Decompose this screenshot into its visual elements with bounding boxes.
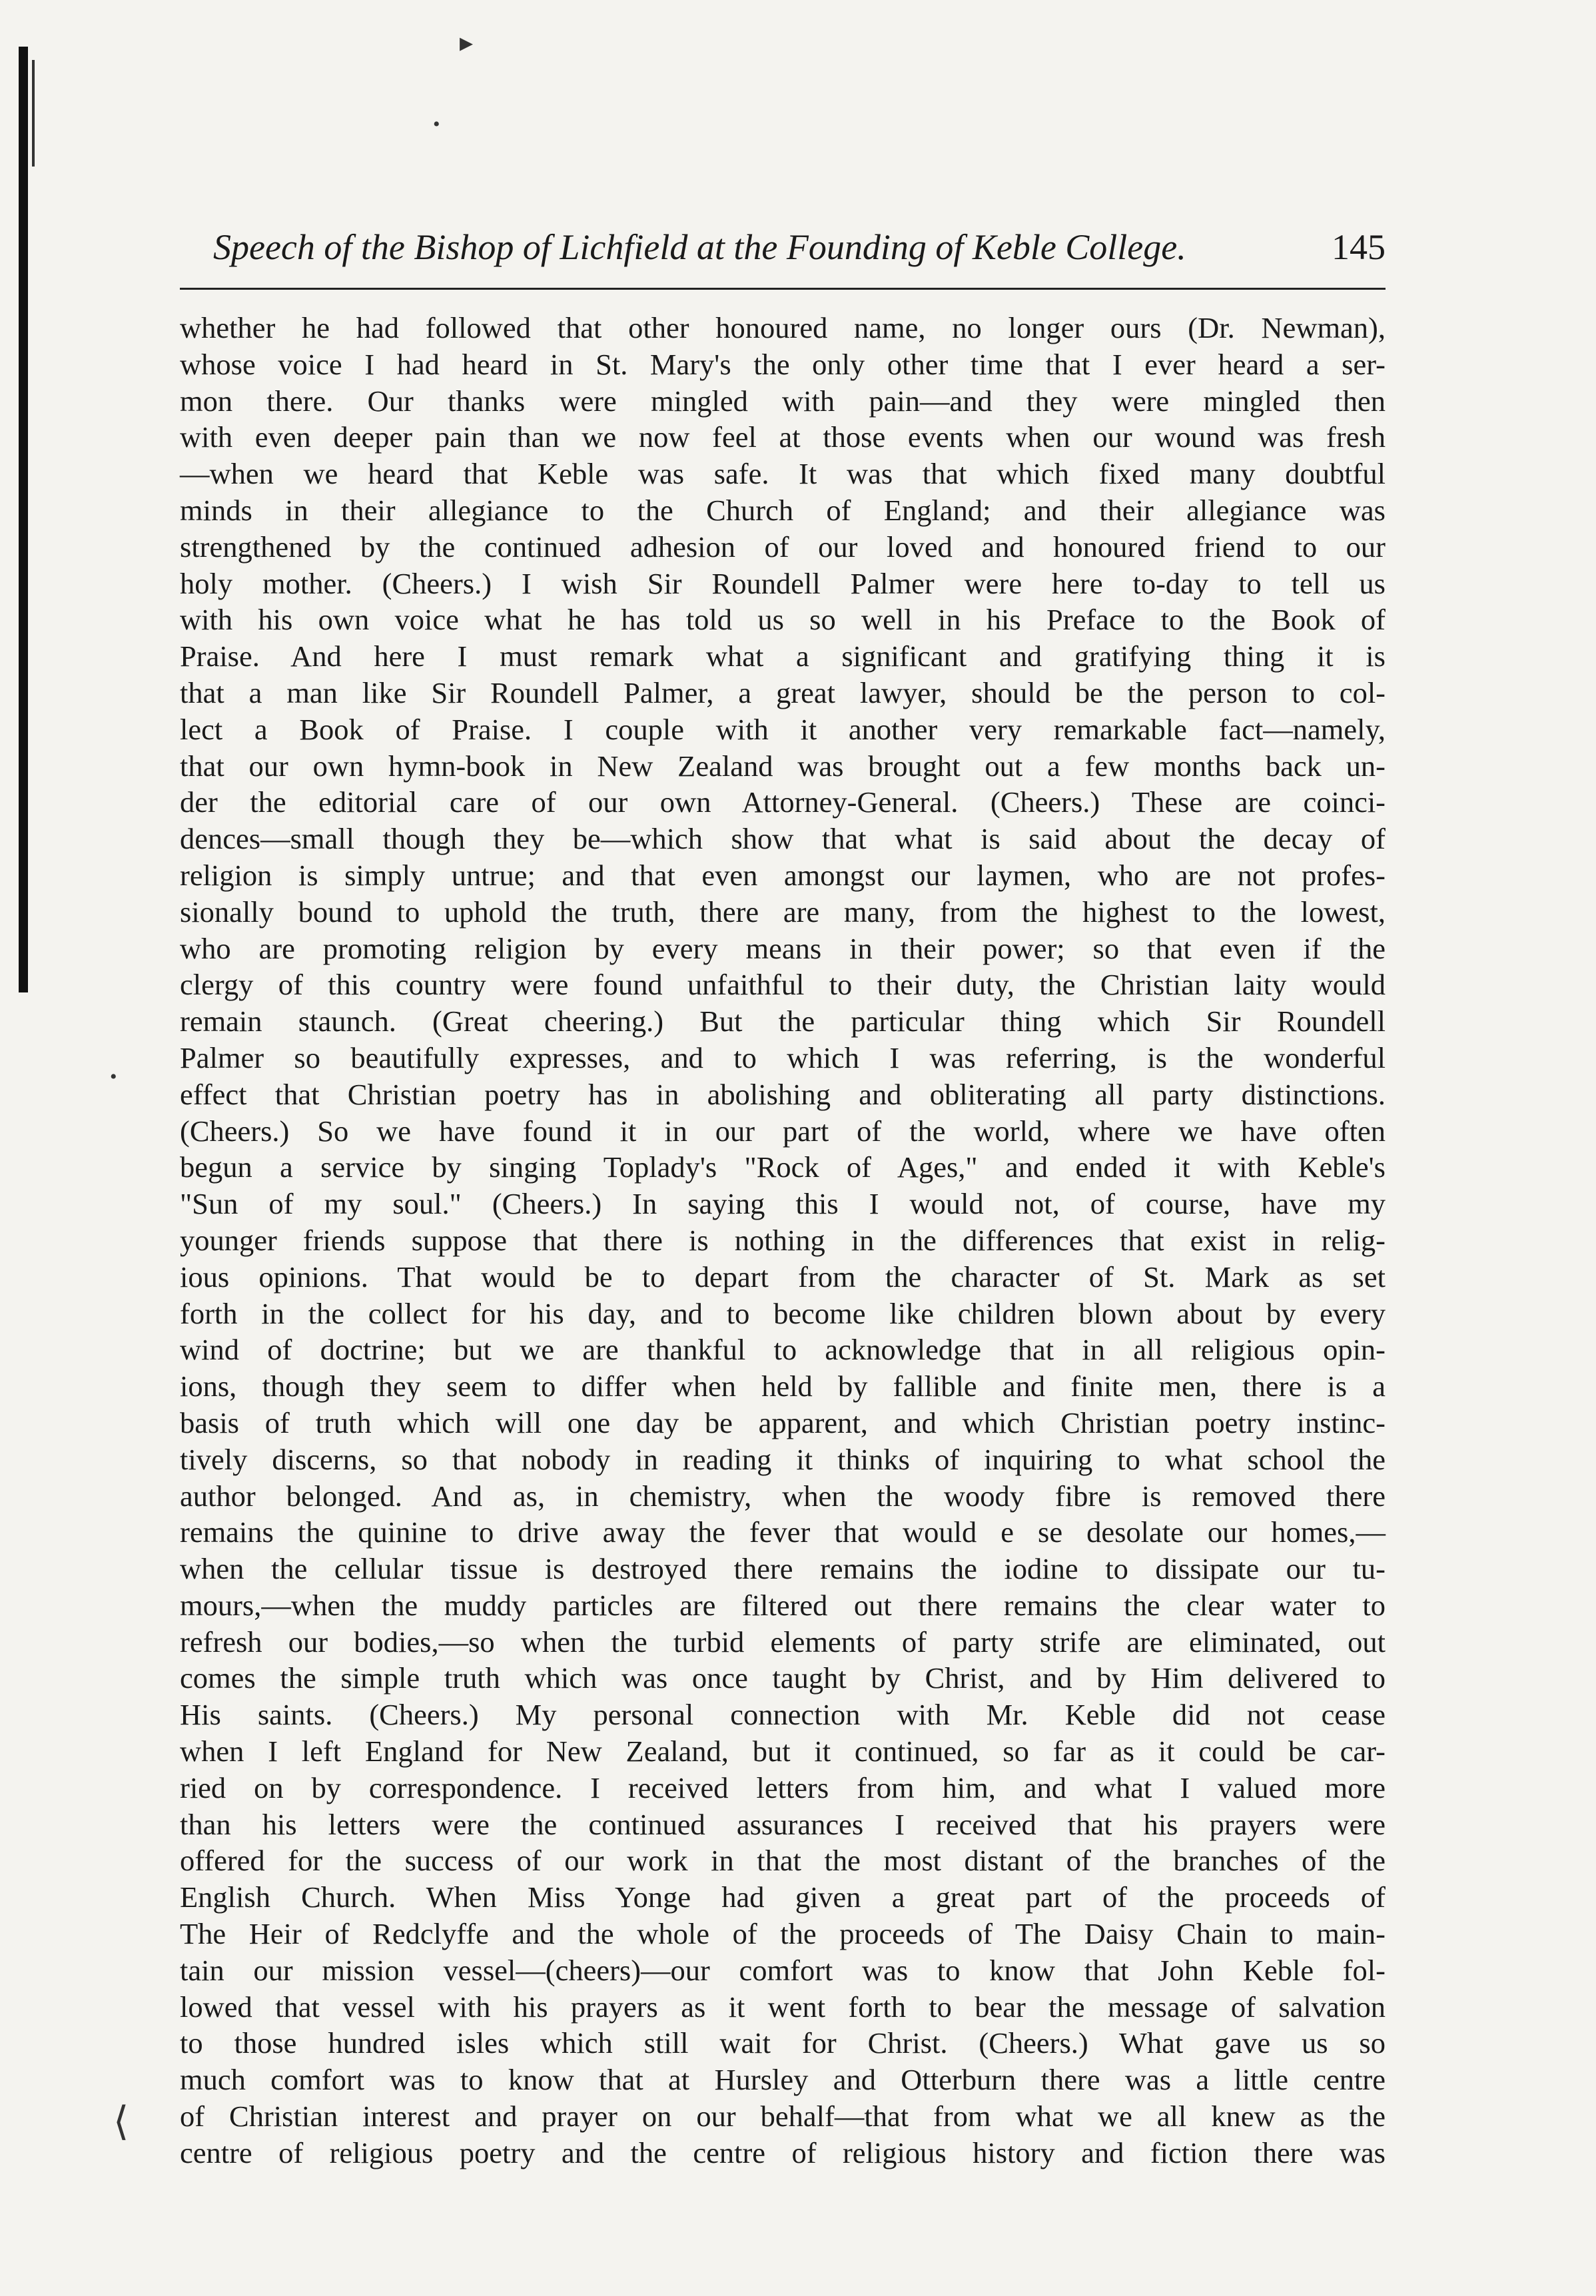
text-line: wind of doctrine; but we are thankful to acknowledge that in all religious opin- <box>180 1333 1386 1367</box>
text-line: ried on by correspondence. I received letters from him, and what I valued more <box>180 1770 1386 1804</box>
text-line: than his letters were the continued assurances I received that his prayers were <box>180 1807 1386 1841</box>
page-number: 145 <box>1332 227 1386 267</box>
text-line: mon there. Our thanks were mingled with pain—and they were mingled then <box>180 384 1386 418</box>
text-line: religion is simply untrue; and that even amongst our laymen, who are not profes- <box>180 858 1386 892</box>
text-line: ions, though they seem to differ when held by fallible and finite men, there is a <box>180 1369 1386 1403</box>
text-line: Praise. And here I must remark what a significant and gratifying thing it is <box>180 639 1386 673</box>
text-line: of Christian interest and prayer on our behalf—that from what we all knew as the <box>180 2100 1386 2133</box>
text-line: comes the simple truth which was once taught by Christ, and by Him delivered to <box>180 1661 1386 1695</box>
text-line: whose voice I had heard in St. Mary's the only other time that I ever heard a ser- <box>180 347 1386 381</box>
text-line: to those hundred isles which still wait for Christ. (Cheers.) What gave us so <box>180 2026 1386 2060</box>
text-line: forth in the collect for his day, and to become like children blown about by every <box>180 1296 1386 1330</box>
text-line: His saints. (Cheers.) My personal connection with Mr. Keble did not cease <box>180 1698 1386 1732</box>
text-line: tain our mission vessel—(cheers)—our comfort was to know that John Keble fol- <box>180 1953 1386 1987</box>
body-text <box>180 310 1386 2171</box>
text-line: lowed that vessel with his prayers as it went forth to bear the message of salvation <box>180 1990 1386 2024</box>
text-line: strengthened by the continued adhesion of our loved and honoured friend to our <box>180 530 1386 564</box>
text-line: centre of religious poetry and the centre of religious history and fiction there was <box>180 2135 1386 2169</box>
scan-speck: ▸ <box>460 27 474 57</box>
text-line: clergy of this country were found unfaithful to their duty, the Christian laity would <box>180 968 1386 1002</box>
text-line: with even deeper pain than we now feel at those events when our wound was fresh <box>180 420 1386 454</box>
text-line: The Heir of Redclyffe and the whole of the proceeds of The Daisy Chain to main- <box>180 1917 1386 1951</box>
text-line: sionally bound to uphold the truth, there are many, from the highest to the lowest, <box>180 895 1386 929</box>
text-line: with his own voice what he has told us so well in his Preface to the Book of <box>180 603 1386 637</box>
text-line: tively discerns, so that nobody in reading it thinks of inquiring to what school the <box>180 1442 1386 1476</box>
text-line: when the cellular tissue is destroyed there remains the iodine to dissipate our tu- <box>180 1552 1386 1586</box>
text-line: younger friends suppose that there is nothing in the differences that exist in relig- <box>180 1223 1386 1257</box>
text-line: (Cheers.) So we have found it in our part of the world, where we have often <box>180 1114 1386 1148</box>
scan-speck: • <box>433 113 440 135</box>
scan-speck: ⟨ <box>113 2100 129 2143</box>
text-line: effect that Christian poetry has in abolishing and obliterating all party distinctions. <box>180 1077 1386 1111</box>
text-line: refresh our bodies,—so when the turbid elements of party strife are eliminated, out <box>180 1625 1386 1659</box>
text-line: ious opinions. That would be to depart from the character of St. Mark as set <box>180 1260 1386 1294</box>
text-line: English Church. When Miss Yonge had given a great part of the proceeds of <box>180 1880 1386 1914</box>
text-line: basis of truth which will one day be apparent, and which Christian poetry instinc- <box>180 1405 1386 1439</box>
text-line: remains the quinine to drive away the fever that would e se desolate our homes,— <box>180 1515 1386 1549</box>
text-line: minds in their allegiance to the Church of England; and their allegiance was <box>180 493 1386 527</box>
text-line: author belonged. And as, in chemistry, when the woody fibre is removed there <box>180 1479 1386 1513</box>
text-line: dences—small though they be—which show that what is said about the decay of <box>180 822 1386 856</box>
text-line: that our own hymn-book in New Zealand was brought out a few months back un- <box>180 749 1386 783</box>
text-line: remain staunch. (Great cheering.) But the particular thing which Sir Roundell <box>180 1004 1386 1038</box>
text-line: "Sun of my soul." (Cheers.) In saying this I would not, of course, have my <box>180 1187 1386 1221</box>
text-line: whether he had followed that other honoured name, no longer ours (Dr. Newman), <box>180 311 1386 344</box>
text-line: der the editorial care of our own Attorney-General. (Cheers.) These are coinci- <box>180 785 1386 819</box>
header-rule <box>180 288 1386 290</box>
text-line: that a man like Sir Roundell Palmer, a great lawyer, should be the person to col- <box>180 675 1386 709</box>
text-line: holy mother. (Cheers.) I wish Sir Roundell Palmer were here to-day to tell us <box>180 566 1386 600</box>
text-line: lect a Book of Praise. I couple with it another very remarkable fact—namely, <box>180 712 1386 746</box>
text-line: —when we heard that Keble was safe. It was that which fixed many doubtful <box>180 457 1386 491</box>
text-line: Palmer so beautifully expresses, and to which I was referring, is the wonderful <box>180 1040 1386 1074</box>
page-header <box>180 226 1386 273</box>
scan-margin-bar <box>19 47 28 992</box>
text-line: offered for the success of our work in that the most distant of the branches of the <box>180 1844 1386 1878</box>
text-line: who are promoting religion by every means in their power; so that even if the <box>180 931 1386 965</box>
text-line: mours,—when the muddy particles are filtered out there remains the clear water to <box>180 1588 1386 1622</box>
text-line: when I left England for New Zealand, but it continued, so far as it could be car- <box>180 1734 1386 1768</box>
running-title: Speech of the Bishop of Lichfield at the Founding of Keble College. <box>213 227 1186 267</box>
text-line: much comfort was to know that at Hursley and Otterburn there was a little centre <box>180 2063 1386 2097</box>
scan-speck: • <box>110 1066 117 1088</box>
book-page <box>180 226 1386 2171</box>
scan-margin-mark <box>32 60 35 167</box>
text-line: begun a service by singing Toplady's "Rock of Ages," and ended it with Keble's <box>180 1150 1386 1184</box>
